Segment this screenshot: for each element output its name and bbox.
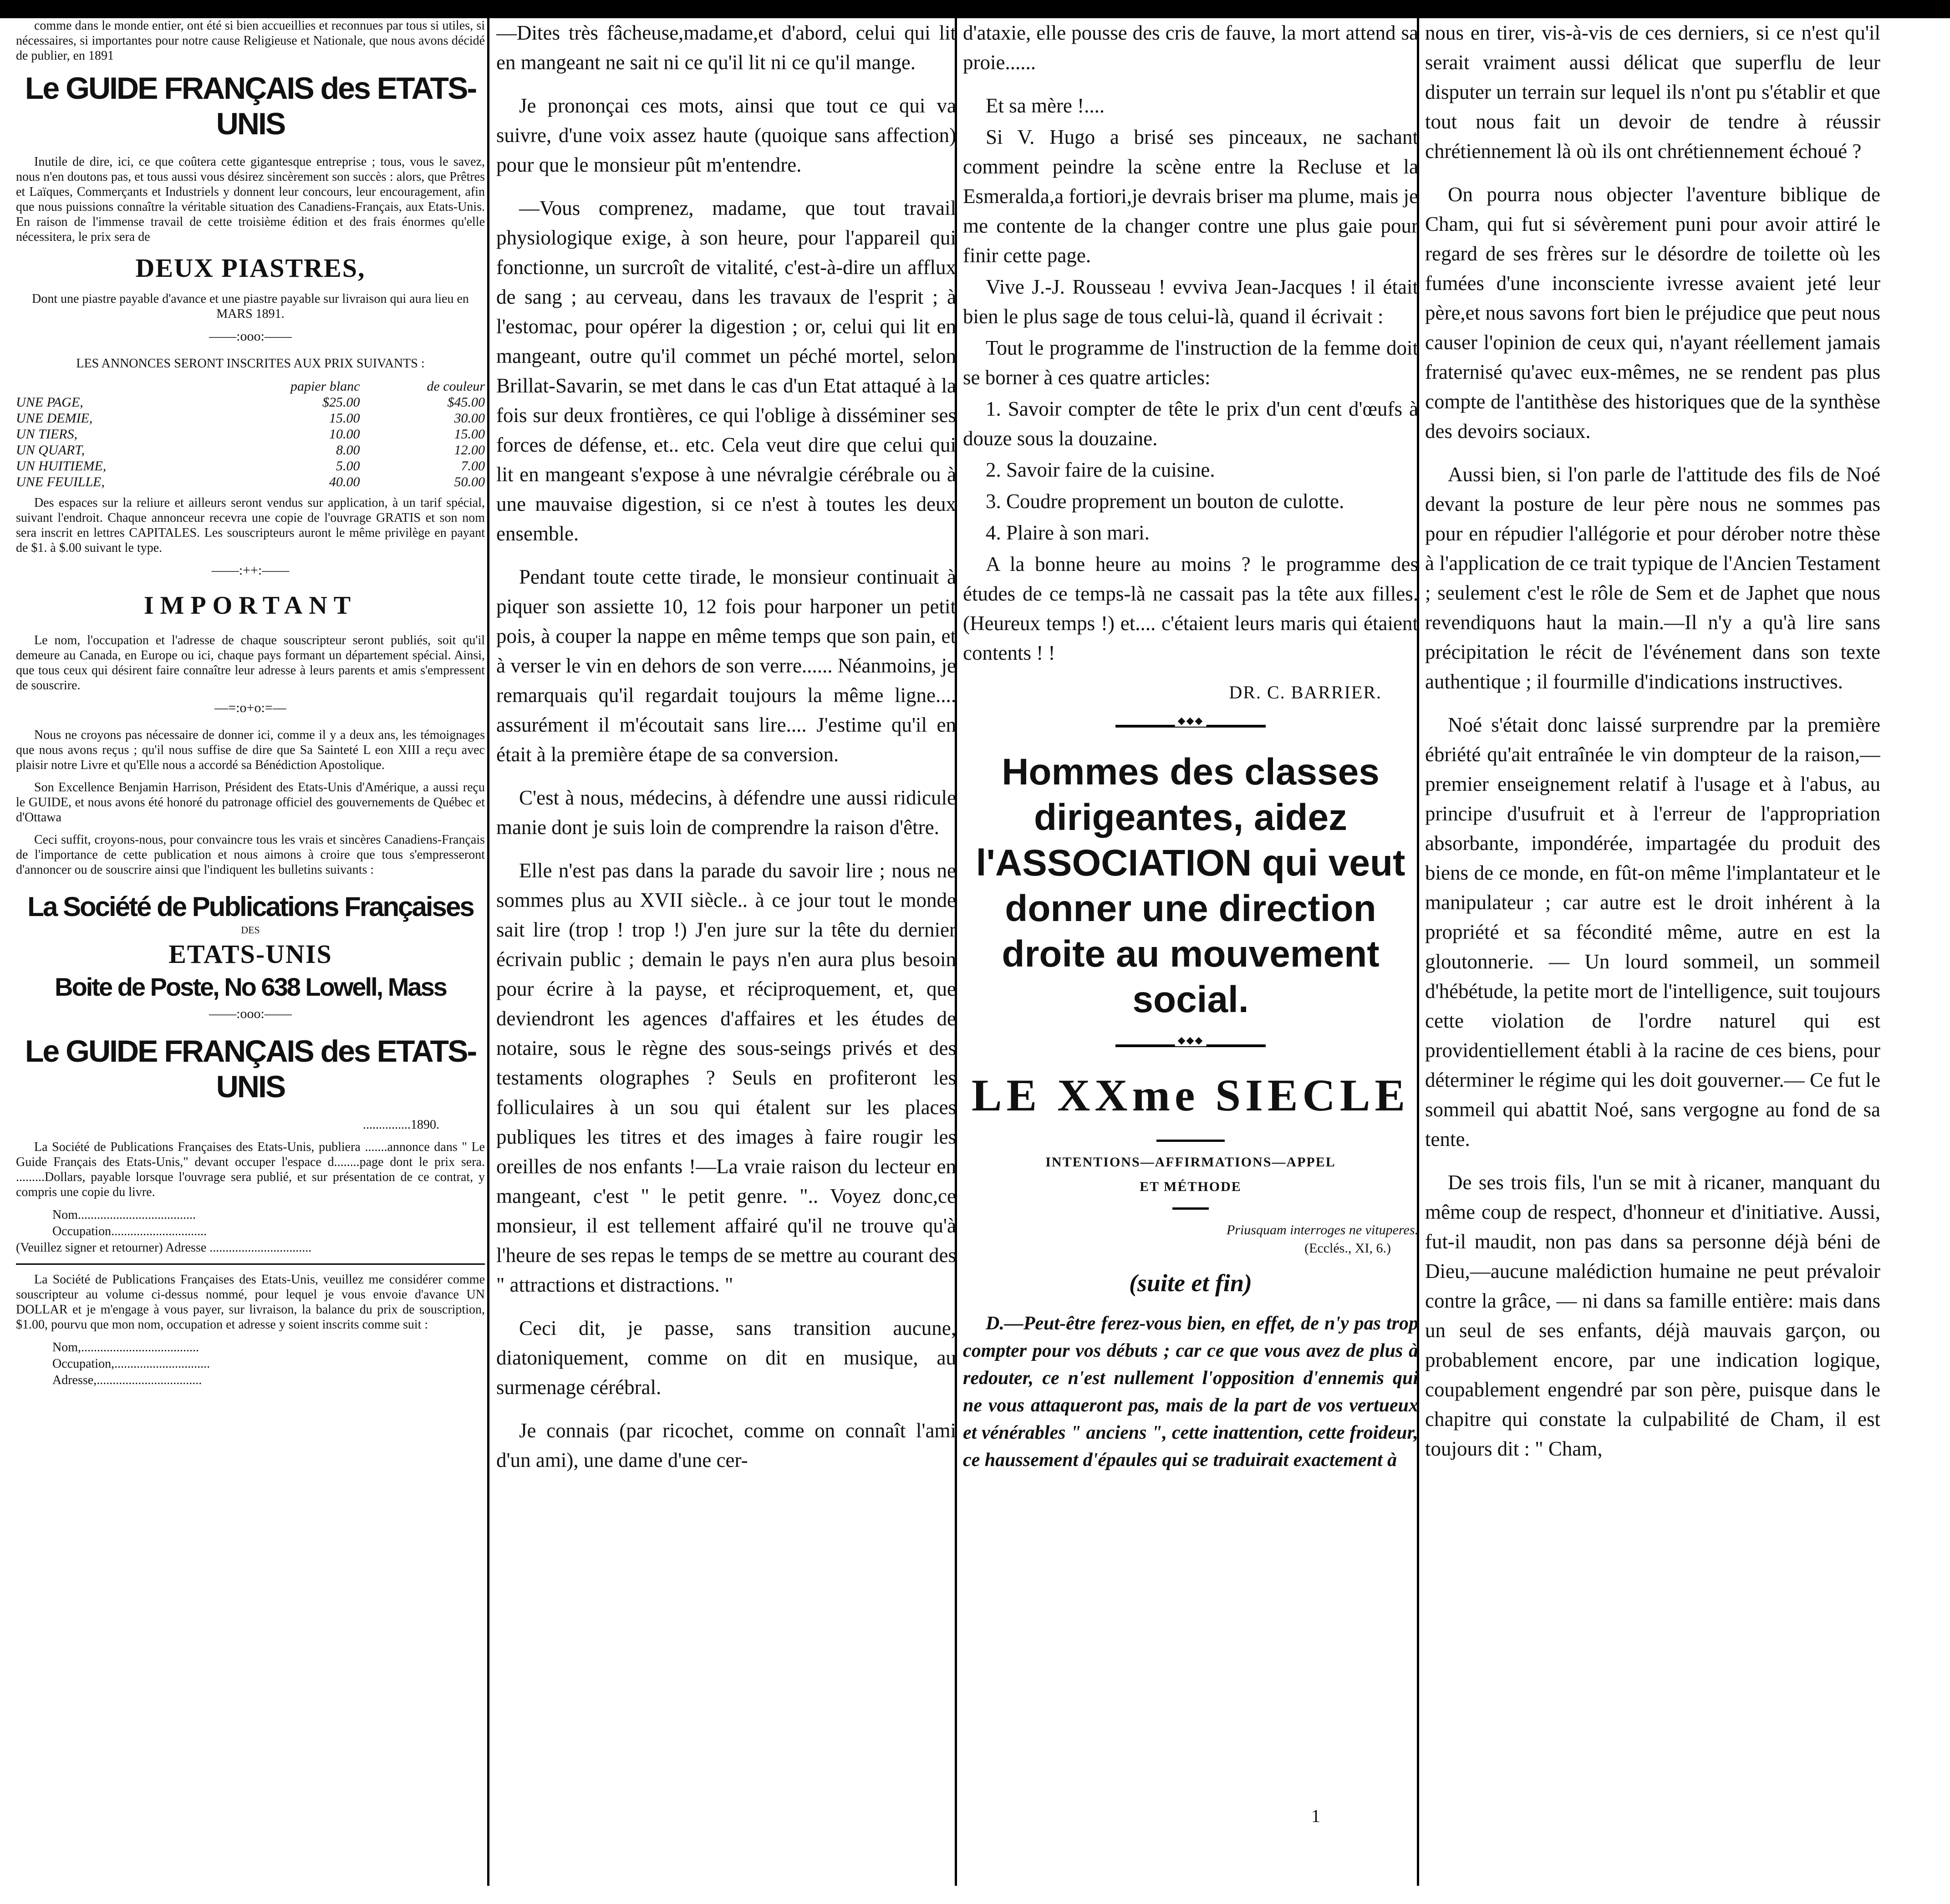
article-paragraph: —Vous comprenez, madame, que tout travail physiologique exige, à son heure, pour l'appareil qui fonctionne, un surcroît de vitalité, c'est-à-dire un afflux de sang ; au cerveau, dans les travaux de l'esprit ; à l'estomac, pour opérer la digestion ; or, celui qui lit en mangeant, outre qu'il commet un péché mortel, selon Brillat-Savarin, se met dans le cas d'un Etat attaqué à la fois sur deux frontières, ce qui l'oblige à disséminer ses forces de défense, et.. etc. Cela veut dire que celui qui lit en mangeant s'expose à une névralgie cérébrale ou à une mauvaise digestion, si ce n'est à toutes les deux ensemble.: [496, 197, 956, 545]
continuation-note: (suite et fin): [1129, 1269, 1252, 1297]
article-paragraph: Aussi bien, si l'on parle de l'attitude des fils de Noé devant la posture de leur père nous ne sommes pas pour en répudier l'allégorie et pour dérober notre thèse à l'application de ce trait typique de l'Ancien Testament ; seulement c'est le rôle de Sem et de Japhet que nous revendiquons haut la main.—Il n'y a qu'à lire sans précipitation le récit de l'événement dans son texte authentique ; il fourmille d'indications instructives.: [1425, 463, 1880, 693]
form2-name-field: Nom,.....................................: [52, 1340, 199, 1354]
article-paragraph: Ceci dit, je passe, sans transition aucune, diatoniquement, comme on dit en musique, au surmenage cérébral.: [496, 1317, 956, 1399]
society-etats: ETATS-UNIS: [168, 939, 332, 969]
rates-cell: UNE FEUILLE,: [16, 474, 105, 489]
rates-row: [16, 410, 485, 426]
article-paragraph: Vive J.-J. Rousseau ! evviva Jean-Jacques ! il était bien le plus sage de tous celui-là, quand il écrivait :: [963, 275, 1418, 328]
section-title: LE XXme SIECLE: [971, 1070, 1410, 1120]
article-paragraph: nous en tirer, vis-à-vis de ces derniers, si ce n'est qu'il serait vraiment aussi délicat que superflu de leur disputer un terrain sur lequel ils n'ont pu s'établir et que tout nous fait un devoir de tendre à réussir chrétiennement là où ils ont chrétiennement échoué ?: [1425, 21, 1880, 163]
ornament-divider: [1115, 1044, 1266, 1047]
rates-header-cell: papier blanc: [290, 379, 360, 394]
scan-top-border: [0, 0, 1950, 18]
rates-heading: LES ANNONCES SERONT INSCRITES AUX PRIX SUIVANTS :: [76, 356, 425, 371]
dialogue-paragraph: D.—Peut-être ferez-vous bien, en effet, de n'y pas trop compter pour vos débuts ; car ce que vous avez de plus à redouter, ce n'est nullement l'opposition d'ennemis qui ne vous attaqueront pas, mais de la part de vos vertueux et vénérables " anciens ", cette inattention, cette froideur, ce haussement d'épaules qui se traduirait exactement à: [963, 1313, 1418, 1471]
rates-cell: 15.00: [329, 411, 360, 426]
section-subhead: INTENTIONS—AFFIRMATIONS—APPEL: [1045, 1155, 1336, 1170]
form1-date: ...............1890.: [363, 1118, 439, 1132]
important-text-2: Nous ne croyons pas nécessaire de donner ici, comme il y a deux ans, les témoignages que nous avons reçus ; qu'il nous suffise de dire que Sa Sainteté L eon XIII a reçu avec plaisir notre Livre et qu'Elle nous a accordé sa Bénédiction Apostolique.: [16, 728, 485, 772]
rates-cell: 40.00: [329, 474, 360, 489]
separator: —=:o+o:=—: [214, 700, 286, 715]
form1-address-field: (Veuillez signer et retourner) Adresse ................................: [16, 1241, 312, 1255]
rates-cell: UN TIERS,: [16, 427, 77, 442]
society-des: DES: [241, 924, 260, 936]
rates-row: [16, 426, 485, 442]
list-item: 4. Plaire à son mari.: [986, 521, 1150, 544]
guide-title: Le GUIDE FRANÇAIS des ETATS-UNIS: [25, 71, 476, 141]
society-box: Boite de Poste, No 638 Lowell, Mass: [55, 972, 446, 1001]
separator: ——:++:——: [211, 563, 290, 578]
epigraph-reference: (Ecclés., XI, 6.): [1304, 1241, 1391, 1256]
form2-text: La Société de Publications Françaises des Etats-Unis, veuillez me considérer comme souscripteur au volume ci-dessus nommé, pour lequel je vous envoie d'avance UN DOLLAR et je m'engage à vous payer, sur livraison, la balance du prix de souscription, $1.00, pourvu que mon nom, occupation et adresse y soient inscrits comme suit :: [16, 1273, 485, 1332]
rates-cell: 30.00: [454, 411, 485, 426]
article-paragraph: Et sa mère !....: [986, 94, 1105, 117]
rates-header-row: [16, 378, 485, 394]
article-paragraph: —Dites très fâcheuse,madame,et d'abord, celui qui lit en mangeant ne sait ni ce qu'il lit ni ce qu'il mange.: [496, 21, 956, 74]
article-paragraph: Elle n'est pas dans la parade du savoir lire ; nous ne sommes plus au XVII siècle.. à ce jour tout le monde sait lire (trop ! trop !) J'en jure sur la tête du dernier écrivain public ; demain le pays n'en aura plus besoin pour écrire à la payse, et réciproquement, et, que deviendront les agences d'affaires et les études de notaire, sous le règne des sous-seings privés et des testaments olographes ? Seuls en profiteront les folliculaires à un sou qui étalent sur les places publiques les titres et des images à faire rougir les oreilles de nos enfants !—La vraie raison du lecteur en mangeant, c'est " le petit genre. ".. Voyez donc,ce monsieur, il est tellement affairé qu'il ne trouve qu'à l'heure de ses repas le temps de se mettre au courant des " attractions et distractions. ": [496, 859, 956, 1296]
rates-cell: UN HUITIEME,: [16, 458, 107, 473]
rates-header-cell: [16, 378, 210, 394]
rates-cell: 10.00: [329, 427, 360, 442]
guide-text: Inutile de dire, ici, ce que coûtera cette gigantesque entreprise ; tous, vous le savez, nous n'en doutons pas, et tous aussi vous désirez sincèrement son succès : alors, que Prêtres et Laïques, Commerçants et Industriels y donnent leur concours, leur encouragement, afin que nous puissions connaître la véritable situation des Canadiens-Français, aux Etats-Unis. En raison de l'immense travail de cette troisième édition et des frais énormes qu'elle nécessitera, le prix sera de: [16, 155, 485, 244]
column-3-article: [963, 18, 1418, 1886]
article-paragraph: Noé s'était donc laissé surprendre par la première ébriété qu'ait entraînée le vin dompteur de la raison,—premier enseignement relatif à l'usage et à l'abus, au principe d'usufruit et à l'erreur de l'appropriation absorbante, impondérée, impartagée du produit des biens de ce monde, en fût-on même l'implantateur et le manipulateur ; car autre est le droit inhérent à la propriété et sa fécondité même, autre en est la gloutonnerie. — Un lourd sommeil, un sommeil d'hébétude, la petite mort de l'intelligence, suit toujours cette violation de l'ordre naturel qui est providentiellement établi à la racine de ces biens, pour déterminer le régime qui les doit gouverner.— Ce fut le sommeil qui abattit Noé, sans vergogne au fond de sa tente.: [1425, 713, 1880, 1151]
rates-cell: 12.00: [454, 443, 485, 458]
separator: ——:ooo:——: [209, 1006, 292, 1021]
article-paragraph: Si V. Hugo a brisé ses pinceaux, ne sachant comment peindre la scène entre la Recluse et la Esmeralda,a fortiori,je devrais briser ma plume, mais je me contente de la changer contre une plus gaie pour finir cette page.: [963, 126, 1418, 267]
short-rule: [1172, 1207, 1209, 1210]
list-item: 2. Savoir faire de la cuisine.: [986, 458, 1215, 481]
important-text-3: Son Excellence Benjamin Harrison, Président des Etats-Unis d'Amérique, a aussi reçu le GUIDE, et nous avons été honoré du patronage officiel des gouvernements de Québec et d'Ottawa: [16, 780, 485, 825]
rates-cell: 50.00: [454, 474, 485, 489]
form1-fields: [16, 1207, 485, 1256]
separator: ——:ooo:——: [209, 329, 292, 344]
article-paragraph: C'est à nous, médecins, à défendre une aussi ridicule manie dont je suis loin de comprendre la raison d'être.: [496, 786, 956, 839]
short-rule: [1156, 1140, 1225, 1142]
form2-address-field: Adresse,.................................: [52, 1373, 202, 1387]
article-paragraph: Je connais (par ricochet, comme on connaît l'ami d'un ami), une dame d'une cer-: [496, 1419, 956, 1471]
rates-cell: UN QUART,: [16, 443, 85, 458]
rates-cell: $45.00: [447, 395, 485, 410]
important-text-4: Ceci suffit, croyons-nous, pour convaincre tous les vrais et sincères Canadiens-Français de l'importance de cette publication et nous aimons à croire que tous s'empresseront d'annoncer ou de souscrire ainsi que l'indiquent les bulletins suivants :: [16, 833, 485, 877]
article-paragraph: Pendant toute cette tirade, le monsieur continuait à piquer son assiette 10, 12 fois pour harponer un petit pois, à couper la nappe en même temps que son pain, et à verser le vin en dehors de son verre...... Néanmoins, je remarquais qu'il regardait toujours la même ligne.... assurément il m'écoutait sans lire.... J'estime qu'il en était à la première étape de sa conversion.: [496, 565, 956, 766]
rates-cell: 8.00: [336, 443, 360, 458]
rates-row: [16, 394, 485, 410]
guide-title-2: Le GUIDE FRANÇAIS des ETATS-UNIS: [25, 1034, 476, 1104]
rates-cell: $25.00: [322, 395, 360, 410]
column-2-article: [496, 18, 956, 1886]
column-1-advertisement: [16, 18, 485, 1886]
article-paragraph: A la bonne heure au moins ? le programme des études de ce temps-là ne cassait pas la tête aux filles. (Heureux temps !) et.... c'étaient leurs maris qui étaient contents ! !: [963, 553, 1418, 664]
article-paragraph: De ses trois fils, l'un se mit à ricaner, manquant du même coup de respect, d'honneur et d'initiative. Aussi, fut-il maudit, non pas dans sa personne déjà béni de Dieu,—aucune malédiction humaine ne peut prévaloir contre la grâce, — ni dans sa famille entière: mais dans un seul de ses enfants, déjà mauvais garçon, ou probablement encore, par une indication logique, coupablement engendré par son père, puisque dans le chapitre qui constate la culpabilité de Cham, il est toujours dit : " Cham,: [1425, 1171, 1880, 1460]
rates-cell: UNE DEMIE,: [16, 411, 93, 426]
important-text: Le nom, l'occupation et l'adresse de chaque souscripteur seront publiés, soit qu'il demeure au Canada, en Europe ou ici, chaque pays formant un département spécial. Ainsi, que tous ceux qui désirent faire connaître leur adresse à leurs parents et amis s'empressent de souscrire.: [16, 633, 485, 692]
article-paragraph: On pourra nous objecter l'aventure biblique de Cham, qui fut si sévèrement puni pour avoir attiré le regard de ses frères sur le désordre de toilette où les fumées d'une inconsciente ivresse avaient jeté leur père,et nous savons fort bien le préjudice que peut nous causer l'opinion de ceux qui, n'ayant réellement jamais fraternisé qu'avec eux-mêmes, ne se rendent pas plus compte de l'antithèse des historiques que de la synthèse des devoirs sociaux.: [1425, 183, 1880, 443]
price-heading: DEUX PIASTRES,: [135, 253, 366, 283]
author-signature: DR. C. BARRIER.: [1229, 682, 1382, 703]
list-item: 3. Coudre proprement un bouton de culotte.: [986, 490, 1344, 513]
price-note: Dont une piastre payable d'avance et une piastre payable sur livraison qui aura lieu en MARS 1891.: [32, 292, 469, 321]
form-divider: [16, 1263, 485, 1265]
rates-row: [16, 442, 485, 458]
rates-cell: 7.00: [461, 458, 485, 473]
ornament-divider: [1115, 725, 1266, 728]
important-title: IMPORTANT: [143, 591, 357, 620]
rates-cell: 15.00: [454, 427, 485, 442]
rates-row: [16, 458, 485, 474]
column-4-article: [1425, 18, 1880, 1886]
page-footmark: 1: [1311, 1806, 1320, 1826]
list-item: 1. Savoir compter de tête le prix d'un cent d'œufs à douze sous la douzaine.: [963, 397, 1418, 450]
form1-text: La Société de Publications Françaises des Etats-Unis, publiera .......annonce dans " Le Guide Français des Etats-Unis," devant occuper l'espace d........page dont le prix sera. .........Dollars, payable lorsque l'ouvrage sera publié, et sur présentation de ce contrat, y compris une copie du livre.: [16, 1140, 485, 1199]
association-appeal: Hommes des classes dirigeantes, aidez l'ASSOCIATION qui veut donner une direction droite au mouvement social.: [976, 751, 1405, 1020]
epigraph: Priusquam interroges ne vituperes.: [1226, 1222, 1418, 1237]
rates-header-cell: de couleur: [427, 379, 485, 394]
article-paragraph: Tout le programme de l'instruction de la femme doit se borner à ces quatre articles:: [963, 336, 1418, 389]
article-paragraph: Je prononçai ces mots, ainsi que tout ce qui va suivre, d'une voix assez haute (quoique sans affection) pour que le monsieur pût m'entendre.: [496, 94, 956, 176]
rates-row: [16, 474, 485, 490]
intro-text: comme dans le monde entier, ont été si bien accueillies et reconnues par tous si utiles, si nécessaires, si importantes pour notre cause Religieuse et Nationale, que nous avons décidé de publier, en 1891: [16, 19, 485, 63]
section-subhead: ET MÉTHODE: [1140, 1179, 1242, 1194]
rates-table: [16, 378, 485, 490]
form1-name-field: Nom.....................................: [52, 1208, 196, 1222]
article-paragraph: d'ataxie, elle pousse des cris de fauve, la mort attend sa proie......: [963, 21, 1418, 74]
column-rule: [487, 18, 489, 1886]
form1-occupation-field: Occupation..............................: [52, 1224, 207, 1238]
form2-occupation-field: Occupation,..............................: [52, 1357, 210, 1371]
rates-cell: 5.00: [336, 458, 360, 473]
rates-note: Des espaces sur la reliure et ailleurs seront vendus sur application, à un tarif spécial, suivant l'endroit. Chaque annonceur recevra une copie de l'ouvrage GRATIS et son nom sera inscrit en lettres CAPITALES. Les souscripteurs auront le même privilège en payant de $1. à $.00 suivant le type.: [16, 496, 485, 555]
society-title: La Société de Publications Françaises: [27, 891, 473, 922]
rates-cell: UNE PAGE,: [16, 395, 83, 410]
